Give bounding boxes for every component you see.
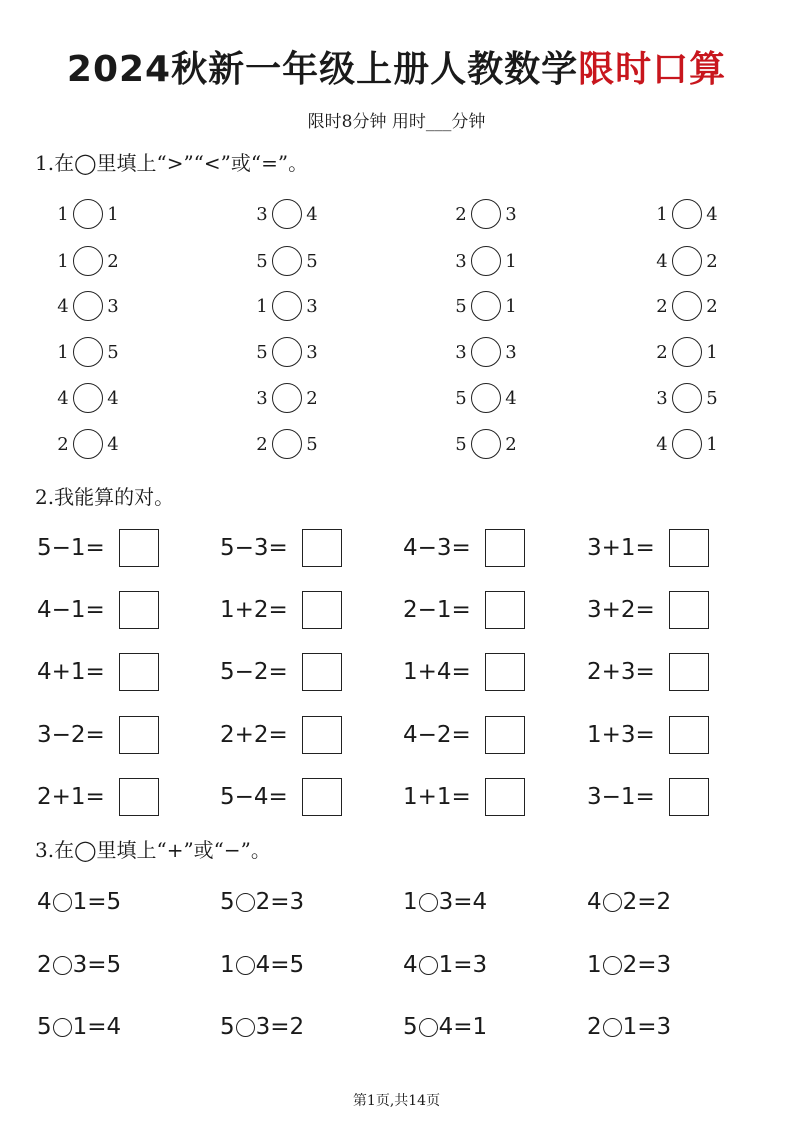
equation-text: 4+1= xyxy=(37,659,105,685)
equation-text: 4−3= xyxy=(403,535,471,561)
compare-item xyxy=(655,424,719,464)
answer-circle[interactable] xyxy=(672,429,702,459)
arithmetic-item xyxy=(587,715,709,755)
right-number: 1 xyxy=(706,341,718,363)
answer-circle[interactable] xyxy=(73,337,103,367)
operator-item xyxy=(403,945,487,985)
compare-item xyxy=(454,241,518,281)
arithmetic-item xyxy=(37,590,159,630)
operator-circle[interactable] xyxy=(603,956,622,975)
first-operand: 2 xyxy=(37,952,52,978)
answer-circle[interactable] xyxy=(73,246,103,276)
compare-item xyxy=(655,378,719,418)
right-number: 1 xyxy=(107,203,119,225)
right-number: 2 xyxy=(107,250,119,272)
left-number: 2 xyxy=(256,433,268,455)
compare-item xyxy=(454,286,518,326)
operator-item xyxy=(220,882,304,922)
answer-circle[interactable] xyxy=(73,199,103,229)
answer-box[interactable] xyxy=(302,716,342,754)
answer-box[interactable] xyxy=(669,529,709,567)
right-number: 5 xyxy=(107,341,119,363)
arithmetic-item xyxy=(220,528,342,568)
compare-item xyxy=(454,378,518,418)
equation-text: 2+1= xyxy=(37,784,105,810)
arithmetic-item xyxy=(403,777,525,817)
answer-circle[interactable] xyxy=(471,291,501,321)
operator-circle[interactable] xyxy=(236,1018,255,1037)
left-number: 1 xyxy=(57,203,69,225)
compare-item xyxy=(454,424,518,464)
answer-circle[interactable] xyxy=(672,383,702,413)
title-main: 2024秋新一年级上册人教数学 xyxy=(66,49,579,90)
first-operand: 5 xyxy=(220,889,235,915)
answer-box[interactable] xyxy=(669,778,709,816)
right-number: 5 xyxy=(706,387,718,409)
left-number: 4 xyxy=(57,387,69,409)
operator-item xyxy=(37,945,121,985)
equation-text: 1+2= xyxy=(220,597,288,623)
equation-rest: 3=5 xyxy=(72,952,122,978)
operator-item xyxy=(220,945,304,985)
compare-item xyxy=(56,332,120,372)
answer-box[interactable] xyxy=(302,778,342,816)
left-number: 4 xyxy=(656,433,668,455)
left-number: 4 xyxy=(656,250,668,272)
answer-box[interactable] xyxy=(302,529,342,567)
equation-text: 1+3= xyxy=(587,722,655,748)
right-number: 1 xyxy=(505,250,517,272)
first-operand: 4 xyxy=(587,889,602,915)
compare-item xyxy=(655,194,719,234)
arithmetic-item xyxy=(220,715,342,755)
left-number: 3 xyxy=(256,203,268,225)
arithmetic-item xyxy=(37,715,159,755)
left-number: 3 xyxy=(455,250,467,272)
right-number: 4 xyxy=(706,203,718,225)
equation-rest: 1=3 xyxy=(438,952,488,978)
answer-circle[interactable] xyxy=(272,246,302,276)
operator-circle[interactable] xyxy=(603,1018,622,1037)
compare-item xyxy=(255,286,319,326)
first-operand: 5 xyxy=(220,1014,235,1040)
compare-item xyxy=(56,286,120,326)
left-number: 3 xyxy=(256,387,268,409)
right-number: 3 xyxy=(107,295,119,317)
answer-circle[interactable] xyxy=(272,337,302,367)
operator-item xyxy=(37,1007,121,1047)
equation-text: 2+2= xyxy=(220,722,288,748)
operator-circle[interactable] xyxy=(53,893,72,912)
left-number: 5 xyxy=(455,387,467,409)
equation-rest: 2=2 xyxy=(622,889,672,915)
answer-box[interactable] xyxy=(485,529,525,567)
left-number: 5 xyxy=(256,250,268,272)
compare-item xyxy=(56,194,120,234)
first-operand: 1 xyxy=(587,952,602,978)
equation-text: 3−2= xyxy=(37,722,105,748)
first-operand: 5 xyxy=(403,1014,418,1040)
right-number: 3 xyxy=(306,341,318,363)
answer-box[interactable] xyxy=(485,716,525,754)
compare-item xyxy=(255,378,319,418)
page-number: 第1页,共14页 xyxy=(352,1093,441,1109)
answer-circle[interactable] xyxy=(73,383,103,413)
arithmetic-item xyxy=(37,528,159,568)
answer-circle[interactable] xyxy=(471,337,501,367)
arithmetic-item xyxy=(220,777,342,817)
answer-box[interactable] xyxy=(119,653,159,691)
section1-heading: 1.在◯里填上“>”“<”或“=”。 xyxy=(35,151,309,175)
arithmetic-item xyxy=(37,777,159,817)
first-operand: 5 xyxy=(37,1014,52,1040)
operator-item xyxy=(403,882,487,922)
right-number: 3 xyxy=(505,341,517,363)
right-number: 4 xyxy=(107,433,119,455)
right-number: 2 xyxy=(306,387,318,409)
arithmetic-item xyxy=(587,528,709,568)
left-number: 2 xyxy=(455,203,467,225)
compare-item xyxy=(454,194,518,234)
operator-item xyxy=(587,945,671,985)
answer-circle[interactable] xyxy=(272,429,302,459)
equation-rest: 3=2 xyxy=(255,1014,305,1040)
arithmetic-item xyxy=(37,652,159,692)
left-number: 2 xyxy=(57,433,69,455)
compare-item xyxy=(255,424,319,464)
answer-circle[interactable] xyxy=(672,199,702,229)
left-number: 1 xyxy=(57,341,69,363)
equation-rest: 2=3 xyxy=(255,889,305,915)
equation-rest: 4=5 xyxy=(255,952,305,978)
compare-item xyxy=(255,241,319,281)
left-number: 4 xyxy=(57,295,69,317)
compare-item xyxy=(655,241,719,281)
right-number: 4 xyxy=(107,387,119,409)
answer-box[interactable] xyxy=(485,653,525,691)
left-number: 1 xyxy=(57,250,69,272)
equation-text: 3−1= xyxy=(587,784,655,810)
answer-box[interactable] xyxy=(485,778,525,816)
operator-circle[interactable] xyxy=(419,893,438,912)
operator-item xyxy=(587,1007,671,1047)
equation-text: 4−2= xyxy=(403,722,471,748)
first-operand: 4 xyxy=(403,952,418,978)
equation-text: 5−1= xyxy=(37,535,105,561)
equation-rest: 1=4 xyxy=(72,1014,122,1040)
compare-item xyxy=(655,286,719,326)
section2-heading: 2.我能算的对。 xyxy=(35,485,175,509)
right-number: 5 xyxy=(306,250,318,272)
compare-item xyxy=(454,332,518,372)
left-number: 1 xyxy=(256,295,268,317)
answer-circle[interactable] xyxy=(672,337,702,367)
left-number: 3 xyxy=(656,387,668,409)
right-number: 2 xyxy=(706,250,718,272)
right-number: 1 xyxy=(505,295,517,317)
equation-rest: 1=3 xyxy=(622,1014,672,1040)
operator-circle[interactable] xyxy=(53,1018,72,1037)
right-number: 3 xyxy=(505,203,517,225)
compare-item xyxy=(255,194,319,234)
equation-rest: 1=5 xyxy=(72,889,122,915)
right-number: 2 xyxy=(505,433,517,455)
equation-rest: 2=3 xyxy=(622,952,672,978)
equation-rest: 4=1 xyxy=(438,1014,488,1040)
operator-item xyxy=(587,882,671,922)
answer-box[interactable] xyxy=(302,653,342,691)
left-number: 5 xyxy=(455,433,467,455)
compare-item xyxy=(56,378,120,418)
first-operand: 2 xyxy=(587,1014,602,1040)
answer-box[interactable] xyxy=(119,529,159,567)
equation-text: 1+4= xyxy=(403,659,471,685)
answer-box[interactable] xyxy=(485,591,525,629)
answer-box[interactable] xyxy=(119,716,159,754)
equation-text: 5−2= xyxy=(220,659,288,685)
equation-text: 4−1= xyxy=(37,597,105,623)
operator-circle[interactable] xyxy=(53,956,72,975)
compare-item xyxy=(255,332,319,372)
left-number: 1 xyxy=(656,203,668,225)
arithmetic-item xyxy=(403,715,525,755)
equation-text: 5−3= xyxy=(220,535,288,561)
answer-circle[interactable] xyxy=(672,291,702,321)
answer-circle[interactable] xyxy=(471,246,501,276)
equation-text: 3+1= xyxy=(587,535,655,561)
answer-circle[interactable] xyxy=(471,383,501,413)
answer-circle[interactable] xyxy=(672,246,702,276)
operator-circle[interactable] xyxy=(236,893,255,912)
right-number: 4 xyxy=(306,203,318,225)
first-operand: 1 xyxy=(403,889,418,915)
right-number: 5 xyxy=(306,433,318,455)
compare-item xyxy=(56,241,120,281)
operator-item xyxy=(403,1007,487,1047)
answer-circle[interactable] xyxy=(73,429,103,459)
answer-circle[interactable] xyxy=(471,199,501,229)
operator-item xyxy=(37,882,121,922)
time-limit-note: 限时8分钟 用时___分钟 xyxy=(307,112,486,132)
answer-circle[interactable] xyxy=(272,383,302,413)
left-number: 2 xyxy=(656,341,668,363)
answer-box[interactable] xyxy=(669,591,709,629)
answer-circle[interactable] xyxy=(73,291,103,321)
operator-item xyxy=(220,1007,304,1047)
equation-text: 2+3= xyxy=(587,659,655,685)
answer-box[interactable] xyxy=(302,591,342,629)
arithmetic-item xyxy=(403,590,525,630)
answer-box[interactable] xyxy=(669,716,709,754)
left-number: 5 xyxy=(455,295,467,317)
compare-item xyxy=(655,332,719,372)
arithmetic-item xyxy=(587,652,709,692)
left-number: 5 xyxy=(256,341,268,363)
right-number: 1 xyxy=(706,433,718,455)
arithmetic-item xyxy=(587,777,709,817)
operator-circle[interactable] xyxy=(419,956,438,975)
answer-circle[interactable] xyxy=(471,429,501,459)
first-operand: 4 xyxy=(37,889,52,915)
arithmetic-item xyxy=(220,652,342,692)
left-number: 3 xyxy=(455,341,467,363)
equation-text: 2−1= xyxy=(403,597,471,623)
equation-text: 1+1= xyxy=(403,784,471,810)
answer-circle[interactable] xyxy=(272,199,302,229)
right-number: 3 xyxy=(306,295,318,317)
arithmetic-item xyxy=(220,590,342,630)
compare-item xyxy=(56,424,120,464)
left-number: 2 xyxy=(656,295,668,317)
arithmetic-item xyxy=(587,590,709,630)
page-title xyxy=(0,42,793,98)
answer-circle[interactable] xyxy=(272,291,302,321)
operator-circle[interactable] xyxy=(419,1018,438,1037)
section3-heading: 3.在◯里填上“+”或“−”。 xyxy=(35,838,271,862)
arithmetic-item xyxy=(403,528,525,568)
equation-text: 5−4= xyxy=(220,784,288,810)
right-number: 2 xyxy=(706,295,718,317)
equation-text: 3+2= xyxy=(587,597,655,623)
answer-box[interactable] xyxy=(669,653,709,691)
equation-rest: 3=4 xyxy=(438,889,488,915)
right-number: 4 xyxy=(505,387,517,409)
title-accent: 限时口算 xyxy=(578,49,727,90)
operator-circle[interactable] xyxy=(236,956,255,975)
answer-box[interactable] xyxy=(119,778,159,816)
answer-box[interactable] xyxy=(119,591,159,629)
arithmetic-item xyxy=(403,652,525,692)
operator-circle[interactable] xyxy=(603,893,622,912)
first-operand: 1 xyxy=(220,952,235,978)
